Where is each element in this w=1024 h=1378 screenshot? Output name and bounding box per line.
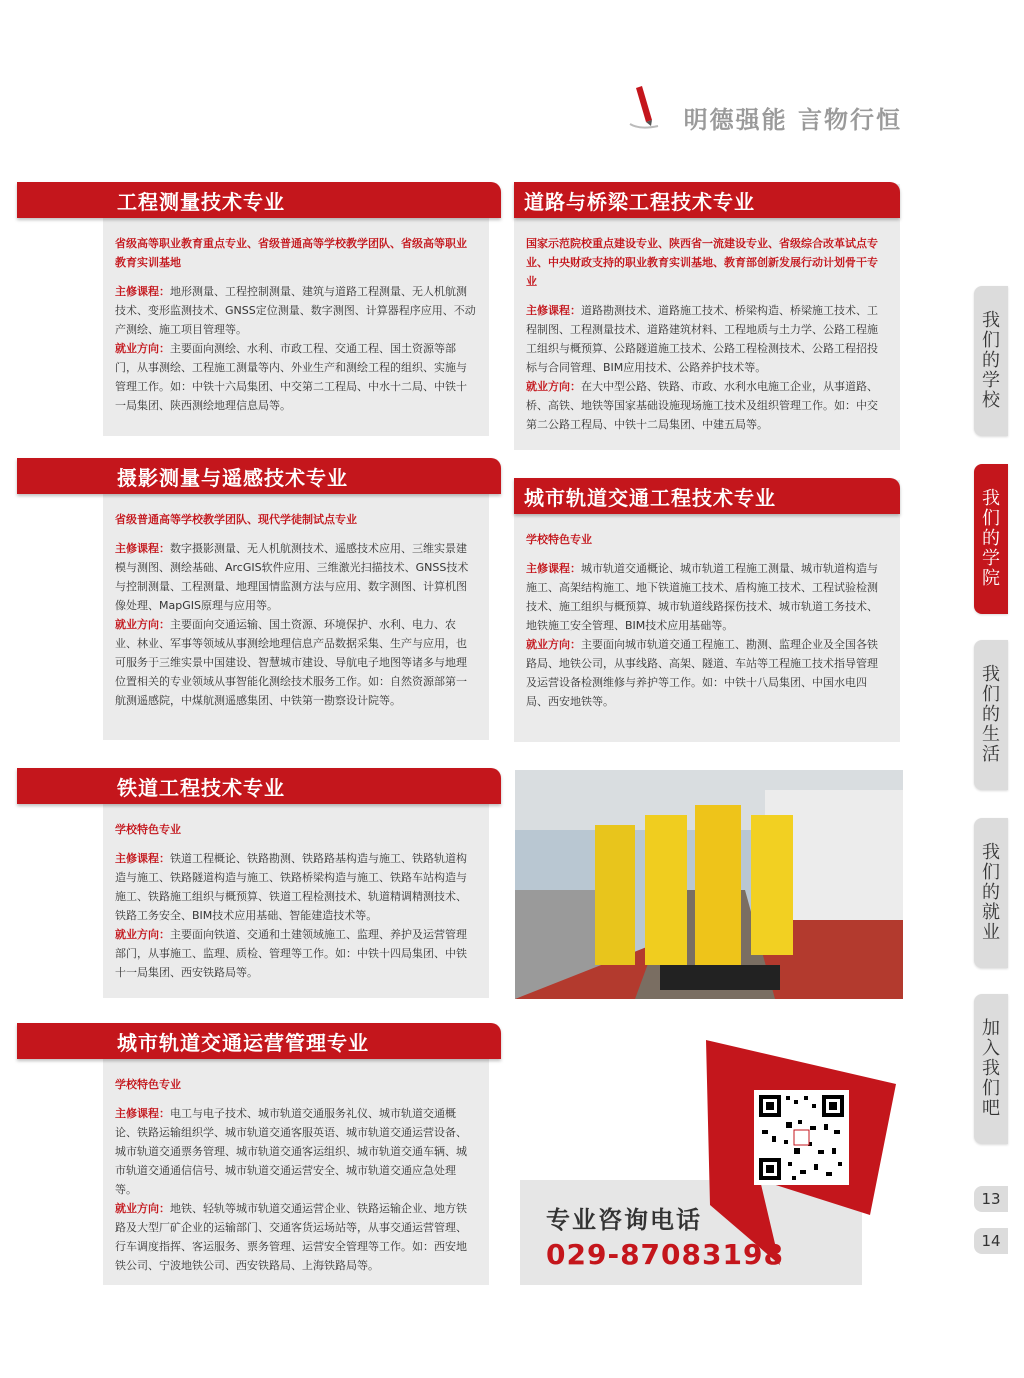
jobs-label: 就业方向： <box>115 928 170 941</box>
major-title: 城市轨道交通运营管理专业 <box>117 1031 369 1055</box>
jobs-text: 在大中型公路、铁路、市政、水利水电施工企业，从事道路、桥、高铁、地铁等国家基础设施现场施工技术及组织管理工作。如：中交第二公路工程局、中铁十二局集团、中建五局等。 <box>526 380 878 431</box>
qr-code <box>754 1090 849 1185</box>
major-card-railway <box>103 770 489 998</box>
major-card-metro-engineering <box>514 480 900 742</box>
major-title: 摄影测量与遥感技术专业 <box>117 466 348 490</box>
major-honors: 省级高等职业教育重点专业、省级普通高等学校教学团队、省级高等职业教育实训基地 <box>115 237 467 269</box>
jobs-text: 主要面向铁道、交通和土建领域施工、监理、养护及运营管理部门，从事施工、监理、质检、管理等工作。如：中铁十四局集团、中铁十一局集团、西安铁路局等。 <box>115 928 467 979</box>
jobs-label: 就业方向： <box>115 1202 170 1215</box>
courses-label: 主修课程： <box>115 852 170 865</box>
major-title-bar <box>17 768 501 804</box>
jobs-label: 就业方向： <box>526 638 581 651</box>
major-honors: 国家示范院校重点建设专业、陕西省一流建设专业、省级综合改革试点专业、中央财政支持的职业教育实训基地、教育部创新发展行动计划骨干专业 <box>526 237 878 288</box>
major-honors: 学校特色专业 <box>526 533 592 546</box>
major-title: 工程测量技术专业 <box>117 190 285 214</box>
school-motto: 明德强能 言物行恒 <box>683 106 902 134</box>
jobs-text: 地铁、轻轨等城市轨道交通运营企业、铁路运输企业、地方铁路及大型厂矿企业的运输部门、交通客货运场站等，从事交通运营管理、行车调度指挥、客运服务、票务管理、运营安全管理等工作。如：西安地铁公司、宁波地铁公司、西安铁路局、上海铁路局等。 <box>115 1202 467 1272</box>
courses-label: 主修课程： <box>115 285 170 298</box>
major-honors: 学校特色专业 <box>115 1078 181 1091</box>
courses-text: 城市轨道交通概论、城市轨道工程施工测量、城市轨道构造与施工、高架结构施工、地下铁道施工技术、盾构施工技术、工程试验检测技术、施工组织与概预算、城市轨道线路探伤技术、城市轨道工务技术、地铁施工安全管理、BIM技术应用基础等。 <box>526 562 878 632</box>
jobs-label: 就业方向： <box>526 380 581 393</box>
courses-text: 铁道工程概论、铁路勘测、铁路路基构造与施工、铁路轨道构造与施工、铁路隧道构造与施工、铁路桥梁构造与施工、铁路车站构造与施工、铁路施工组织与概预算、铁道工程检测技术、轨道精调精测技术、铁路工务安全、BIM技术应用基础、智能建造技术等。 <box>115 852 467 922</box>
major-honors: 省级普通高等学校教学团队、现代学徒制试点专业 <box>115 513 357 526</box>
jobs-text: 主要面向城市轨道交通工程施工、勘测、监理企业及全国各铁路局、地铁公司，从事线路、高架、隧道、车站等工程施工技术指导管理及运营设备检测维修与养护等工作。如：中铁十八局集团、中国水电四局、西安地铁等。 <box>526 638 878 708</box>
major-card-metro-operations <box>103 1025 489 1285</box>
courses-label: 主修课程： <box>115 542 170 555</box>
tab-our-college[interactable]: 我们的学院 <box>974 464 1008 614</box>
courses-label: 主修课程： <box>526 562 581 575</box>
pen-icon <box>628 86 664 132</box>
major-title-bar <box>17 182 501 218</box>
courses-text: 道路勘测技术、道路施工技术、桥梁构造、桥梁施工技术、工程制图、工程测量技术、道路建筑材料、工程地质与土力学、公路工程施工组织与概预算、公路隧道施工技术、公路工程检测技术、公路工程招投标与合同管理、BIM应用技术、公路养护技术等。 <box>526 304 878 374</box>
major-title: 道路与桥梁工程技术专业 <box>524 190 755 214</box>
students-on-track-photo <box>515 770 903 999</box>
major-card-photogrammetry <box>103 460 489 740</box>
courses-text: 地形测量、工程控制测量、建筑与道路工程测量、无人机航测技术、变形监测技术、GNSS定位测量、数字测图、计算器程序应用、不动产测绘、施工项目管理等。 <box>115 285 476 336</box>
major-card-road-bridge <box>514 184 900 450</box>
major-title: 城市轨道交通工程技术专业 <box>524 486 776 510</box>
page-number-left: 13 <box>974 1186 1008 1212</box>
courses-label: 主修课程： <box>115 1107 170 1120</box>
jobs-text: 主要面向测绘、水利、市政工程、交通工程、国土资源等部门，从事测绘、工程施工测量等内、外业生产和测绘工程的组织、实施与管理工作。如：中铁十六局集团、中交第二工程局、中水十二局、中铁十一局集团、陕西测绘地理信息局等。 <box>115 342 467 412</box>
tab-join-us[interactable]: 加入我们吧 <box>974 994 1008 1144</box>
tab-our-school[interactable]: 我们的学校 <box>974 286 1008 436</box>
contact-phone[interactable]: 029-87083198 <box>546 1238 784 1271</box>
major-title-bar <box>514 478 900 514</box>
jobs-label: 就业方向： <box>115 618 170 631</box>
contact-title: 专业咨询电话 <box>546 1206 702 1234</box>
jobs-text: 主要面向交通运输、国土资源、环境保护、水利、电力、农业、林业、军事等领域从事测绘地理信息产品数据采集、生产与应用，也可服务于三维实景中国建设、智慧城市建设、导航电子地图等诸多与地理位置相关的专业领域从事智能化测绘技术服务工作。如：自然资源部第一航测遥感院，中煤航测遥感集团、中铁第一勘察设计院等。 <box>115 618 467 707</box>
page-number-right: 14 <box>974 1228 1008 1254</box>
major-title: 铁道工程技术专业 <box>117 776 285 800</box>
courses-label: 主修课程： <box>526 304 581 317</box>
tab-our-life[interactable]: 我们的生活 <box>974 640 1008 790</box>
major-title-bar <box>514 182 900 218</box>
jobs-label: 就业方向： <box>115 342 170 355</box>
major-title-bar <box>17 1023 501 1059</box>
courses-text: 电工与电子技术、城市轨道交通服务礼仪、城市轨道交通概论、铁路运输组织学、城市轨道交通客服英语、城市轨道交通运营设备、城市轨道交通票务管理、城市轨道交通客运组织、城市轨道交通车辆、城市轨道交通通信信号、城市轨道交通运营安全、城市轨道交通应急处理等。 <box>115 1107 467 1196</box>
tab-our-employment[interactable]: 我们的就业 <box>974 818 1008 968</box>
major-honors: 学校特色专业 <box>115 823 181 836</box>
major-title-bar <box>17 458 501 494</box>
courses-text: 数字摄影测量、无人机航测技术、遥感技术应用、三维实景建模与测图、测绘基础、ArcGIS软件应用、三维激光扫描技术、GNSS技术与控制测量、工程测量、地理国情监测方法与应用、数字测图、计算机图像处理、MapGIS原理与应用等。 <box>115 542 469 612</box>
major-card-surveying <box>103 184 489 436</box>
